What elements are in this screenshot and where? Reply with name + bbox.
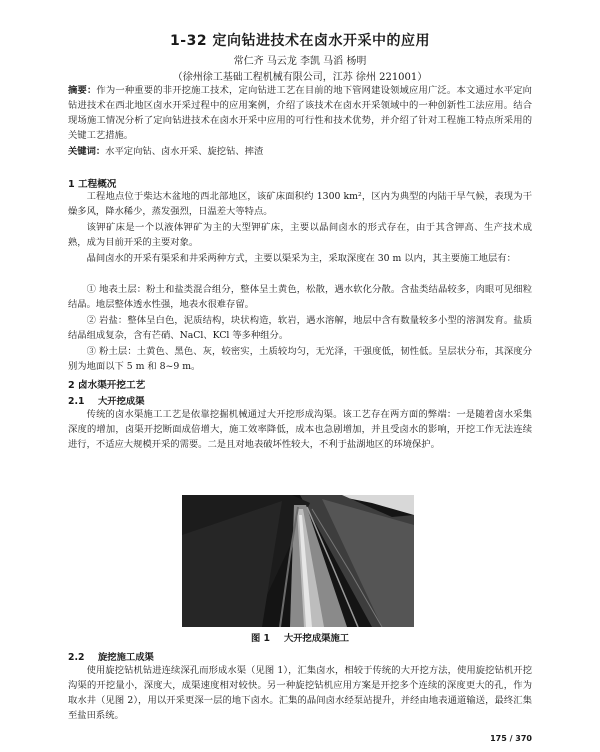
section-1-paragraph-2: 该钾矿床是一个以液体钾矿为主的大型钾矿床，主要以晶间卤水的形式存在，由于其含钾高、生产技术成熟，成为目前开采的主要对象。 [68,222,532,248]
abstract-label: 摘要： [68,85,97,96]
abstract-text: 作为一种重要的非开挖施工技术，定向钻进工艺在目前的地下管网建设领域应用广泛。本文通过水平定向钻进技术在西北地区卤水开采过程中的应用案例，介绍了该技术在卤水开采领域中的一种创新性工法应用。结合现场施工情况分析了定向钻进技术在卤水开采中应用的可行性和技术优势，并介绍了针对工程施工特点所采用的关键工艺措施。 [68,85,532,141]
subsection-2-1-paragraph: 传统的卤水渠施工工艺是依靠挖掘机械通过大开挖形成沟渠。该工艺存在两方面的弊端：一是随着卤水采集深度的增加，卤渠开挖断面成倍增大，施工效率降低，成本也急剧增加，并且受卤水的影响，开挖工作无法连续进行，不适应大规模开采的需要。二是且对地表破坏性较大，不利于盐湖地区的环境保护。 [68,409,532,450]
keywords [68,144,532,159]
figure-1-label: 图 1 [250,633,270,644]
subsection-2-2-title: 旋挖施工成渠 [98,652,154,663]
subsection-2-2-paragraph: 使用旋挖钻机钻进连续深孔而形成水渠（见图 1），汇集卤水，相较于传统的大开挖方法，使用旋挖钻机开挖沟渠的开挖量小，深度大，成渠速度相对较快。另一种旋挖钻机应用方案是开挖多个连续的深度更大的孔，作为取水井（见图 2），用以开采更深一层的地下卤水。汇集的晶间卤水经泵站提升，并经由地表通道输送，最终汇集至盐田系统。 [68,665,532,721]
subsection-2-2-number: 2.2 [68,652,85,663]
figure-1-title: 大开挖成渠施工 [283,633,350,644]
page-number: 175 / 370 [490,734,532,743]
section-1-heading: 1 工程概况 [68,179,117,190]
trench-excavation-photo [182,495,414,627]
subsection-2-2-heading [68,649,154,663]
section-1-paragraph-1: 工程地点位于柴达木盆地的西北部地区，该矿床面积约 1300 km²，区内为典型的内陆干旱气候，表现为干燥多风，降水稀少，蒸发强烈，日温差大等特点。 [68,191,532,217]
subsection-2-1-number: 2.1 [68,396,85,407]
section-1-paragraph-3: 晶间卤水的开采有渠采和井采两种方式，主要以渠采为主，采取深度在 30 m 以内，其主要施工地层有： [86,253,516,264]
abstract [68,83,532,143]
section-2-heading: 2 卤水渠开挖工艺 [68,380,146,391]
keywords-text: 水平定向钻、卤水开采、旋挖钻、摔渣 [105,146,264,157]
stratum-item-3: ③ 粉土层：土黄色、黑色、灰，较密实，土质较均匀，无光泽，干强度低，韧性低。呈层状分布，其深度分别为地面以下 5 m 和 8~9 m。 [68,346,532,372]
author-list: 常仁齐 马云龙 李凯 马滔 杨明 [233,56,367,67]
trench-photo-illustration [182,495,414,627]
stratum-item-1: ① 地表土层：粉土和盐类混合组分，整体呈土黄色，松散，遇水软化分散。含盐类结晶较多，肉眼可见细粒结晶。地层整体透水性强，地表水很难存留。 [68,284,532,310]
figure-1-caption [0,630,600,644]
keywords-label: 关键词： [68,146,106,157]
subsection-2-1-title: 大开挖成渠 [98,396,145,407]
affiliation: （徐州徐工基础工程机械有限公司，江苏 徐州 221001） [172,72,428,83]
paper-title: 1-32 定向钻进技术在卤水开采中的应用 [170,33,430,49]
subsection-2-1-heading [68,393,145,407]
stratum-item-2: ② 岩盐：整体呈白色，泥质结构，块状构造，软岩，遇水溶解，地层中含有数量较多小型的溶洞发育。盐质结晶组成复杂，含有芒硝、NaCl、KCl 等多种组分。 [68,315,532,341]
